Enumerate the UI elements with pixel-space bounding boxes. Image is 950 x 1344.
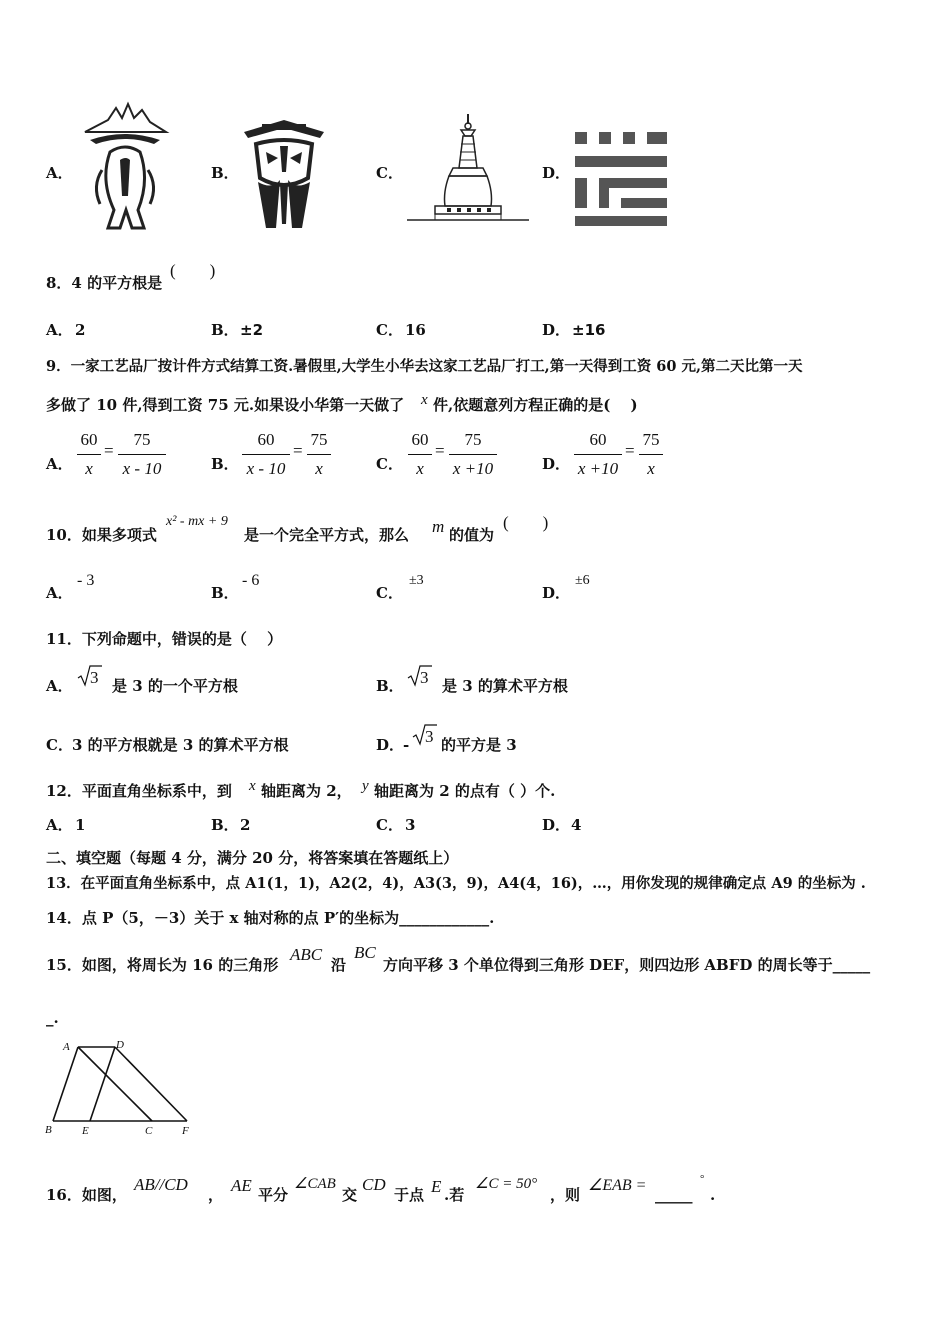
q16-angle-cab: ∠CAB [294,1176,336,1192]
q10-option-d-label: D． [542,584,571,602]
q11-d-minus: - [403,736,410,754]
q10-paren: ( ) [503,513,549,532]
q16-intersect: 交 [342,1186,358,1204]
point-label-c: C [145,1125,153,1137]
q10-option-a-text: - 3 [77,572,95,589]
numerator: 60 [257,430,275,449]
q16-parallel: AB//CD [134,1175,188,1194]
q9-d-left-fraction [574,430,622,480]
pagoda-icon [405,112,531,228]
q11-option-b-text: 是 3 的算术平方根 [442,677,568,695]
q12-option-c-text: 3 [405,816,416,834]
q10-option-b-text: - 6 [242,572,260,589]
q12-option-a-label: A． [46,816,73,834]
q16-degree: ° [700,1173,705,1185]
option-b-label: B． [211,164,239,182]
option-a-label: A． [46,164,73,182]
q11-option-b-label: B． [376,677,404,695]
q9-var: x [421,392,428,408]
q15-bc: BC [354,943,376,962]
numerator: 75 [310,430,328,449]
q16-if: .若 [444,1186,465,1204]
numerator: 75 [642,430,660,449]
q15-stem-b: 沿 [331,956,347,974]
q12-option-a-text: 1 [75,816,86,834]
denominator: x +10 [452,459,494,478]
q9-option-b-label: B． [211,455,239,473]
q16-at-point: 于点 [394,1186,425,1204]
q10-stem-b: 是一个完全平方式，那么 [244,526,410,544]
q10-option-a-label: A． [46,584,73,602]
q9-line1: 9．一家工艺品厂按计件方式结算工资.暑假里,大学生小华去这家工艺品厂打工,第一天得到工资 60 元,第二天比第一天 [46,358,803,375]
q11-a-sqrt-arg: 3 [90,668,99,687]
q9-c-right-fraction [449,430,497,480]
q8-option-b-text: ±2 [240,321,264,339]
q16-cd: CD [362,1175,386,1194]
q16-ae: AE [231,1176,252,1195]
q9-c-left-fraction [408,430,432,480]
option-d-label: D． [542,164,571,182]
q9-a-left-fraction [77,430,101,480]
q10-stem-a: 10．如果多项式 [46,526,157,544]
point-label-e: E [82,1125,89,1137]
q15-abc: ABC [290,945,323,964]
q15-tail: _. [46,1009,59,1027]
q12-y: y [362,778,369,794]
equals-sign: = [625,441,635,460]
q8-paren: ( ) [170,261,216,280]
q12-option-b-label: B． [211,816,239,834]
section-heading: 二、填空题（每题 4 分，满分 20 分，将答案填在答题纸上） [46,849,459,867]
denominator: x [85,459,93,478]
q10-option-c-label: C． [376,584,403,602]
q11-stem: 11．下列命题中，错误的是（ ） [46,630,283,648]
numerator: 60 [80,430,98,449]
numerator: 75 [464,430,482,449]
q10-option-d-text: ±6 [575,573,590,588]
q16-angle-c: ∠C = 50° [475,1176,538,1192]
equals-sign: = [435,441,445,460]
q11-option-d-label: D． [376,736,405,754]
equals-sign: = [104,441,114,460]
q11-option-c-label: C． [46,736,73,754]
q9-a-right-fraction [118,430,166,480]
q12-option-d-text: 4 [571,816,582,834]
q10-stem-c: 的值为 [449,526,495,544]
q11-option-d-text: 的平方是 3 [441,736,517,754]
q11-option-c-text: 3 的平方根就是 3 的算术平方根 [72,736,289,754]
numerator: 60 [589,430,607,449]
translation-figure [44,1038,194,1138]
point-label-b: B [45,1124,52,1136]
q10-polynomial: x² - mx + 9 [166,514,228,529]
q12-x: x [249,778,256,794]
q16-bisect: 平分 [258,1186,289,1204]
q11-option-a-text: 是 3 的一个平方根 [112,677,238,695]
q9-b-right-fraction [307,430,331,480]
q8-option-d-label: D． [542,321,571,339]
q13-text: 13．在平面直角坐标系中，点 A1(1，1)，A2(2，4)，A3(3，9)，A4(4，16)，…，用你发现的规律确定点 A9 的坐标为 . [46,875,866,892]
denominator: x [315,459,323,478]
option-c-label: C． [376,164,403,182]
q12-stem-c: 轴距离为 2 的点有（ ）个. [374,782,556,800]
q8-option-d-text: ±16 [572,321,606,339]
q16-stem-a: 16．如图， [46,1186,127,1204]
q8-option-a-text: 2 [75,321,86,339]
bird-emblem-icon [80,100,170,230]
q8-option-a-label: A． [46,321,73,339]
q9-option-a-label: A． [46,455,73,473]
q10-var: m [432,517,445,536]
q11-d-sqrt-arg: 3 [425,727,434,746]
denominator: x [416,459,424,478]
q8-option-b-label: B． [211,321,239,339]
maze-pattern-icon [575,132,669,227]
q8-option-c-text: 16 [405,321,426,339]
q16-comma: ， [208,1186,224,1204]
denominator: x - 10 [246,459,286,478]
q11-option-a-label: A． [46,677,73,695]
denominator: x [647,459,655,478]
q10-option-c-text: ±3 [409,573,424,588]
q12-option-d-label: D． [542,816,571,834]
q16-e: E [431,1177,442,1196]
denominator: x - 10 [122,459,162,478]
q12-option-c-label: C． [376,816,403,834]
q9-line2b: 件,依题意列方程正确的是( ) [433,396,638,414]
point-label-d: D [116,1039,124,1051]
q8-stem: 8．4 的平方根是 [46,274,163,292]
q9-b-left-fraction [242,430,290,480]
point-label-a: A [63,1041,70,1053]
q12-stem-b: 轴距离为 2， [261,782,352,800]
numerator: 60 [411,430,429,449]
q9-option-c-label: C． [376,455,403,473]
q9-d-right-fraction [639,430,663,480]
q9-line2a: 多做了 10 件,得到工资 75 元.如果设小华第一天做了 [46,396,405,414]
q11-b-sqrt-arg: 3 [420,668,429,687]
q14-text: 14．点 P（5，－3）关于 x 轴对称的点 P′的坐标为____________. [46,909,495,927]
q16-end: . [710,1186,716,1204]
q15-stem-c: 方向平移 3 个单位得到三角形 DEF，则四边形 ABFD 的周长等于_____ [383,956,871,974]
q15-stem-a: 15．如图，将周长为 16 的三角形 [46,956,279,974]
q12-stem-a: 12．平面直角坐标系中，到 [46,782,232,800]
denominator: x +10 [577,459,619,478]
opera-mask-icon [242,118,327,230]
q12-option-b-text: 2 [240,816,251,834]
q16-angle-eab: ∠EAB = [588,1177,647,1194]
q16-answer-blank[interactable]: _____ [655,1186,693,1204]
equals-sign: = [293,441,303,460]
q16-then: ，则 [550,1186,581,1204]
numerator: 75 [133,430,151,449]
q9-option-d-label: D． [542,455,571,473]
point-label-f: F [182,1125,189,1137]
q10-option-b-label: B． [211,584,239,602]
q8-option-c-label: C． [376,321,403,339]
